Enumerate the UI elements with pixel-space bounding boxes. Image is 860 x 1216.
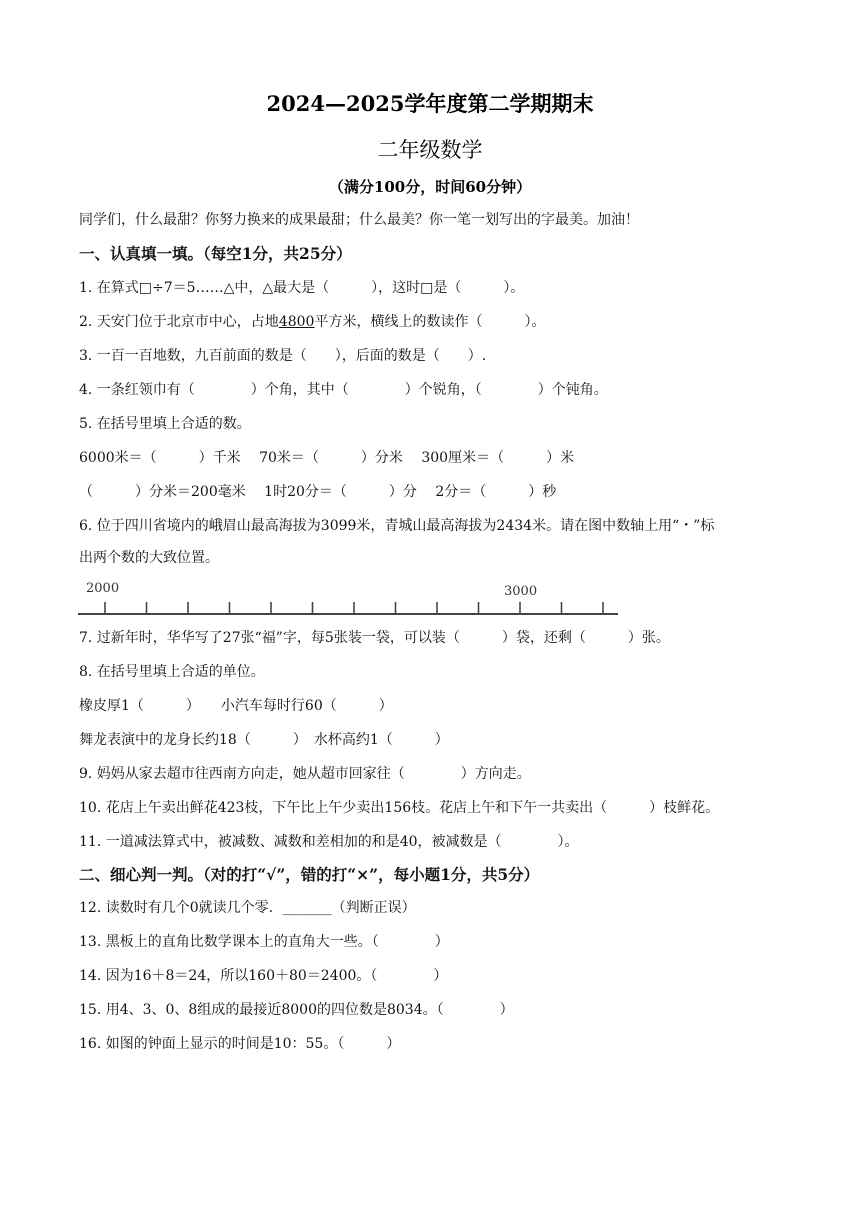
question-6-line-1: 6. 位于四川省境内的峨眉山最高海拔为3099米，青城山最高海拔为2434米。请在图中数轴上用“・”标 (79, 518, 715, 534)
question-5: 5. 在括号里填上合适的数。 (79, 416, 251, 432)
number-line (78, 578, 638, 620)
question-5-row-1: 6000米＝（ ）千米 70米＝（ ）分米 300厘米＝（ ）米 (79, 450, 575, 466)
number-line-start-label: 2000 (86, 581, 120, 596)
exam-title: 2024—2025学年度第二学期期末 (266, 91, 594, 116)
section-2-heading: 二、细心判一判。（对的打“√”，错的打“×”，每小题1分，共5分） (79, 865, 540, 884)
question-15: 15. 用4、3、0、8组成的最接近8000的四位数是8034。（ ） (79, 1002, 514, 1018)
section-1-heading: 一、认真填一填。（每空1分，共25分） (79, 244, 352, 263)
question-2-number: 4800 (278, 314, 315, 330)
number-line-end-label: 3000 (504, 584, 538, 599)
question-6-line-2: 出两个数的大致位置。 (79, 550, 219, 566)
question-13: 13. 黑板上的直角比数学课本上的直角大一些。（ ） (79, 934, 449, 950)
exam-subtitle: 二年级数学 (377, 138, 483, 162)
question-14: 14. 因为16＋8＝24，所以160＋80＝2400。（ ） (79, 968, 448, 984)
question-8-row-2: 舞龙表演中的龙身长约18（ ） 水杯高约1（ ） (79, 732, 449, 748)
question-3: 3. 一百一百地数，九百前面的数是（ ），后面的数是（ ）. (79, 348, 487, 364)
question-2-text-a: 2. 天安门位于北京市中心，占地 (79, 314, 279, 330)
question-4: 4. 一条红领巾有（ ）个角，其中（ ）个锐角，（ ）个钝角。 (79, 382, 608, 398)
question-16: 16. 如图的钟面上显示的时间是10：55。（ ） (79, 1036, 401, 1052)
question-2 (79, 312, 545, 332)
greeting: 同学们，什么最甜？你努力换来的成果最甜；什么最美？你一笔一划写出的字最美。加油！ (79, 212, 639, 228)
question-9: 9. 妈妈从家去超市往西南方向走，她从超市回家往（ ）方向走。 (79, 766, 531, 782)
question-2-text-b: 平方米，横线上的数读作（ ）。 (314, 314, 546, 330)
question-1: 1. 在算式□÷7＝5……△中，△最大是（ ），这时□是（ ）。 (79, 280, 525, 296)
question-8-row-1: 橡皮厚1（ ） 小汽车每时行60（ ） (79, 698, 393, 714)
question-5-row-2: （ ）分米＝200毫米 1时20分＝（ ）分 2分＝（ ）秒 (79, 484, 557, 500)
number-line-ticks (105, 602, 603, 614)
question-11: 11. 一道减法算式中，被减数、减数和差相加的和是40，被减数是（ ）。 (79, 834, 579, 850)
exam-meta: （满分100分，时间60分钟） (328, 178, 532, 196)
question-10: 10. 花店上午卖出鲜花423枝，下午比上午少卖出156枝。花店上午和下午一共卖出（ ）枝鲜花。 (79, 800, 720, 816)
question-7: 7. 过新年时，华华写了27张“福”字，每5张装一袋，可以装（ ）袋，还剩（ ）张。 (79, 630, 670, 646)
question-12: 12. 读数时有几个0就读几个零．_______（判断正误） (79, 900, 416, 916)
question-8: 8. 在括号里填上合适的单位。 (79, 664, 265, 680)
